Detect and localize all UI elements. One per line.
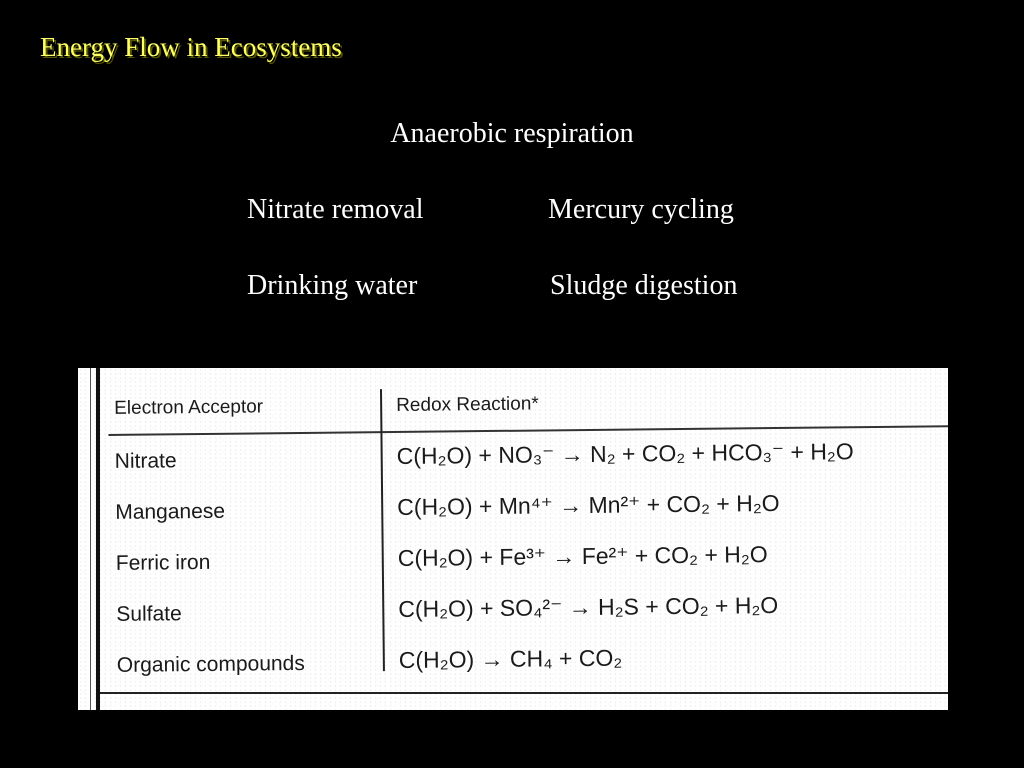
acceptor-cell: Organic compounds: [116, 651, 305, 677]
acceptor-cell: Nitrate: [114, 449, 177, 473]
topic-nitrate-removal: Nitrate removal: [247, 194, 424, 225]
reaction-cell: C(H₂O) → CH₄ + CO₂: [398, 644, 623, 673]
table-row: [110, 586, 948, 645]
acceptor-cell: Manganese: [115, 499, 226, 524]
header-redox-reaction: Redox Reaction*: [396, 393, 539, 416]
topic-sludge-digestion: Sludge digestion: [550, 270, 738, 301]
reaction-cell: C(H₂O) + Mn⁴⁺ → Mn²⁺ + CO₂ + H₂O: [397, 489, 780, 520]
reaction-cell: C(H₂O) + SO₄²⁻ → H₂S + CO₂ + H₂O: [398, 591, 779, 622]
topic-mercury-cycling: Mercury cycling: [548, 194, 734, 225]
acceptor-cell: Ferric iron: [115, 550, 211, 575]
scan-page-edge: [90, 368, 91, 710]
table-row: [111, 637, 948, 696]
reaction-cell: C(H₂O) + Fe³⁺ → Fe²⁺ + CO₂ + H₂O: [397, 541, 768, 571]
acceptor-cell: Sulfate: [116, 602, 182, 626]
topic-drinking-water: Drinking water: [247, 270, 418, 301]
reaction-cell: C(H₂O) + NO₃⁻ → N₂ + CO₂ + HCO₃⁻ + H₂O: [396, 438, 854, 469]
scanned-redox-table-image: [78, 368, 948, 710]
table-row: [110, 535, 948, 594]
table-row: [109, 433, 948, 492]
topic-heading: Anaerobic respiration: [390, 118, 634, 149]
slide-title: Energy Flow in Ecosystems: [40, 32, 342, 62]
header-electron-acceptor: Electron Acceptor: [114, 396, 264, 419]
table-row: [109, 484, 948, 543]
redox-table: [108, 383, 948, 682]
scan-left-border: [96, 368, 100, 710]
